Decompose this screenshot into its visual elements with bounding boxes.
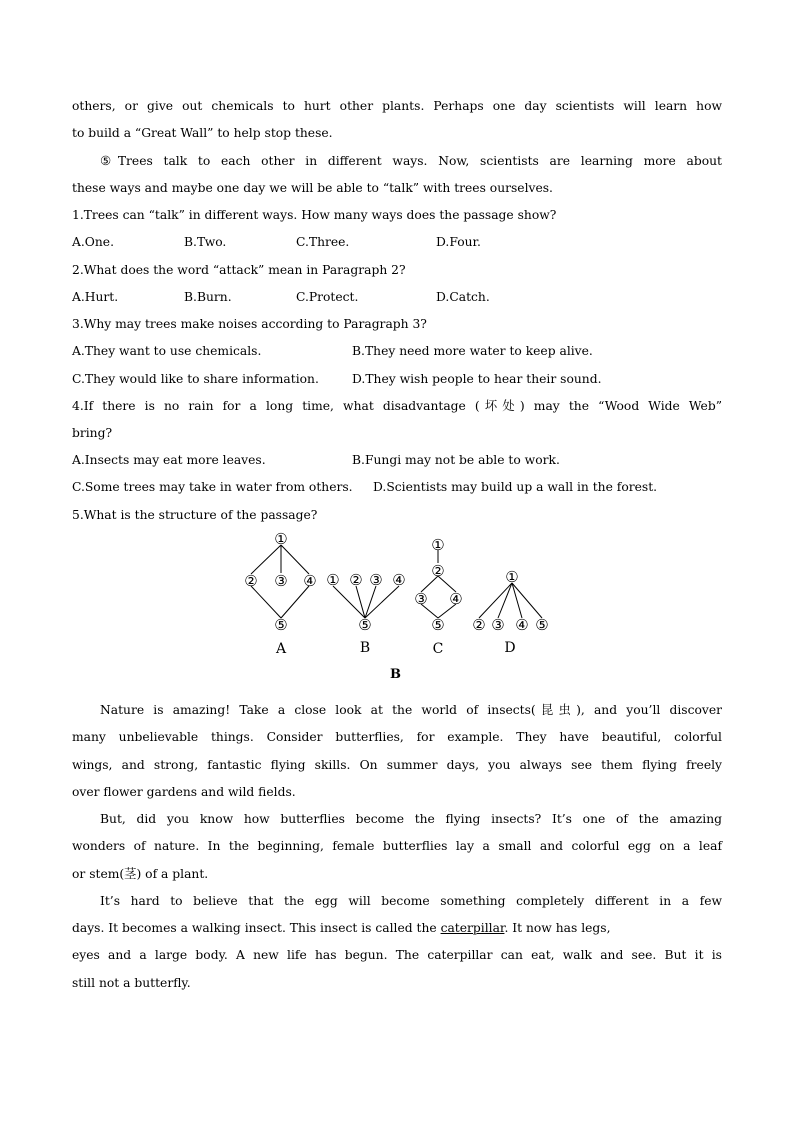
passage-b-line: But, did you know how butterflies become the flying insects? It’s one of the amazing [100,812,722,826]
diagram-label-a: A [275,641,287,657]
diagram-node: ① [505,568,519,586]
q4-option-c: C.Some trees may take in water from others. [72,480,353,494]
passage-b-line: or stem(茎) of a plant. [72,867,209,881]
question-2-stem: 2.What does the word “attack” mean in Paragraph 2? [72,263,406,277]
q3-option-c: C.They would like to share information. [72,372,319,386]
diagram-node: ① [274,530,288,548]
passage-b-line: many unbelievable things. Consider butterflies, for example. They have beautiful, colorful [72,730,722,744]
q2-option-c: C.Protect. [296,290,359,304]
passage-b-line: eyes and a large body. A new life has begun. The caterpillar can eat, walk and see. But it is [72,948,722,962]
q1-option-c: C.Three. [296,235,350,249]
diagram-node: ④ [515,616,529,634]
question-1-stem: 1.Trees can “talk” in different ways. How many ways does the passage show? [72,208,557,222]
passage-b-line: still not a butterfly. [72,976,191,990]
diagram-node: ① [326,571,340,589]
diagram-node: ⑤ [274,616,288,634]
diagram-node: ⑤ [358,616,372,634]
passage-b-line: It’s hard to believe that the egg will become something completely different in a few [100,894,722,908]
q3-option-d: D.They wish people to hear their sound. [352,372,602,386]
q2-option-d: D.Catch. [436,290,490,304]
diagram-node: ① [431,536,445,554]
diagram-label-c: C [432,641,444,657]
text-segment: . It now has legs, [504,921,611,935]
diagram-node: ④ [392,571,406,589]
passage-b-line: over flower gardens and wild fields. [72,785,296,799]
section-label: B [390,667,401,682]
passage-b-line [72,920,722,936]
paragraph-5-line: ⑤Trees talk to each other in different ways. Now, scientists are learning more about [100,154,722,168]
passage-line: others, or give out chemicals to hurt other plants. Perhaps one day scientists will learn how [72,99,722,113]
passage-b-line: wonders of nature. In the beginning, female butterflies lay a small and colorful egg on a leaf [72,839,722,853]
diagram-node: ③ [274,572,288,590]
passage-b-line: Nature is amazing! Take a close look at the world of insects(昆虫), and you’ll discover [100,703,722,717]
q4-option-d: D.Scientists may build up a wall in the forest. [373,480,658,494]
diagram-node: ④ [303,572,317,590]
diagram-node: ② [431,562,445,580]
underlined-word: caterpillar [440,921,505,935]
diagram-node: ⑤ [431,616,445,634]
passage-b-line: wings, and strong, fantastic flying skills. On summer days, you always see them flying freely [72,758,722,772]
question-4-stem: 4.If there is no rain for a long time, what disadvantage (坏处) may the “Wood Wide Web” [72,399,722,413]
diagram-node: ② [472,616,486,634]
diagram-node: ② [244,572,258,590]
diagram-node: ③ [369,571,383,589]
q2-option-b: B.Burn. [184,290,232,304]
q1-option-b: B.Two. [184,235,227,249]
q1-option-d: D.Four. [436,235,481,249]
q3-option-a: A.They want to use chemicals. [72,344,262,358]
q1-option-a: A.One. [72,235,114,249]
text-segment: days. It becomes a walking insect. This insect is called the [72,921,441,935]
question-3-stem: 3.Why may trees make noises according to Paragraph 3? [72,317,427,331]
diagram-node: ③ [491,616,505,634]
diagram-node: ⑤ [535,616,549,634]
structure-diagram [230,526,570,661]
diagram-node: ② [349,571,363,589]
paragraph-5-line: these ways and maybe one day we will be able to “talk” with trees ourselves. [72,181,553,195]
diagram-node: ④ [449,590,463,608]
question-5-stem: 5.What is the structure of the passage? [72,508,318,522]
q4-option-a: A.Insects may eat more leaves. [72,453,266,467]
q2-option-a: A.Hurt. [72,290,119,304]
diagram-label-b: B [359,640,371,656]
q4-option-b: B.Fungi may not be able to work. [352,453,560,467]
passage-line: to build a “Great Wall” to help stop these. [72,126,333,140]
q3-option-b: B.They need more water to keep alive. [352,344,593,358]
diagram-label-d: D [504,640,516,656]
diagram-node: ③ [414,590,428,608]
question-4-stem-cont: bring? [72,426,113,440]
